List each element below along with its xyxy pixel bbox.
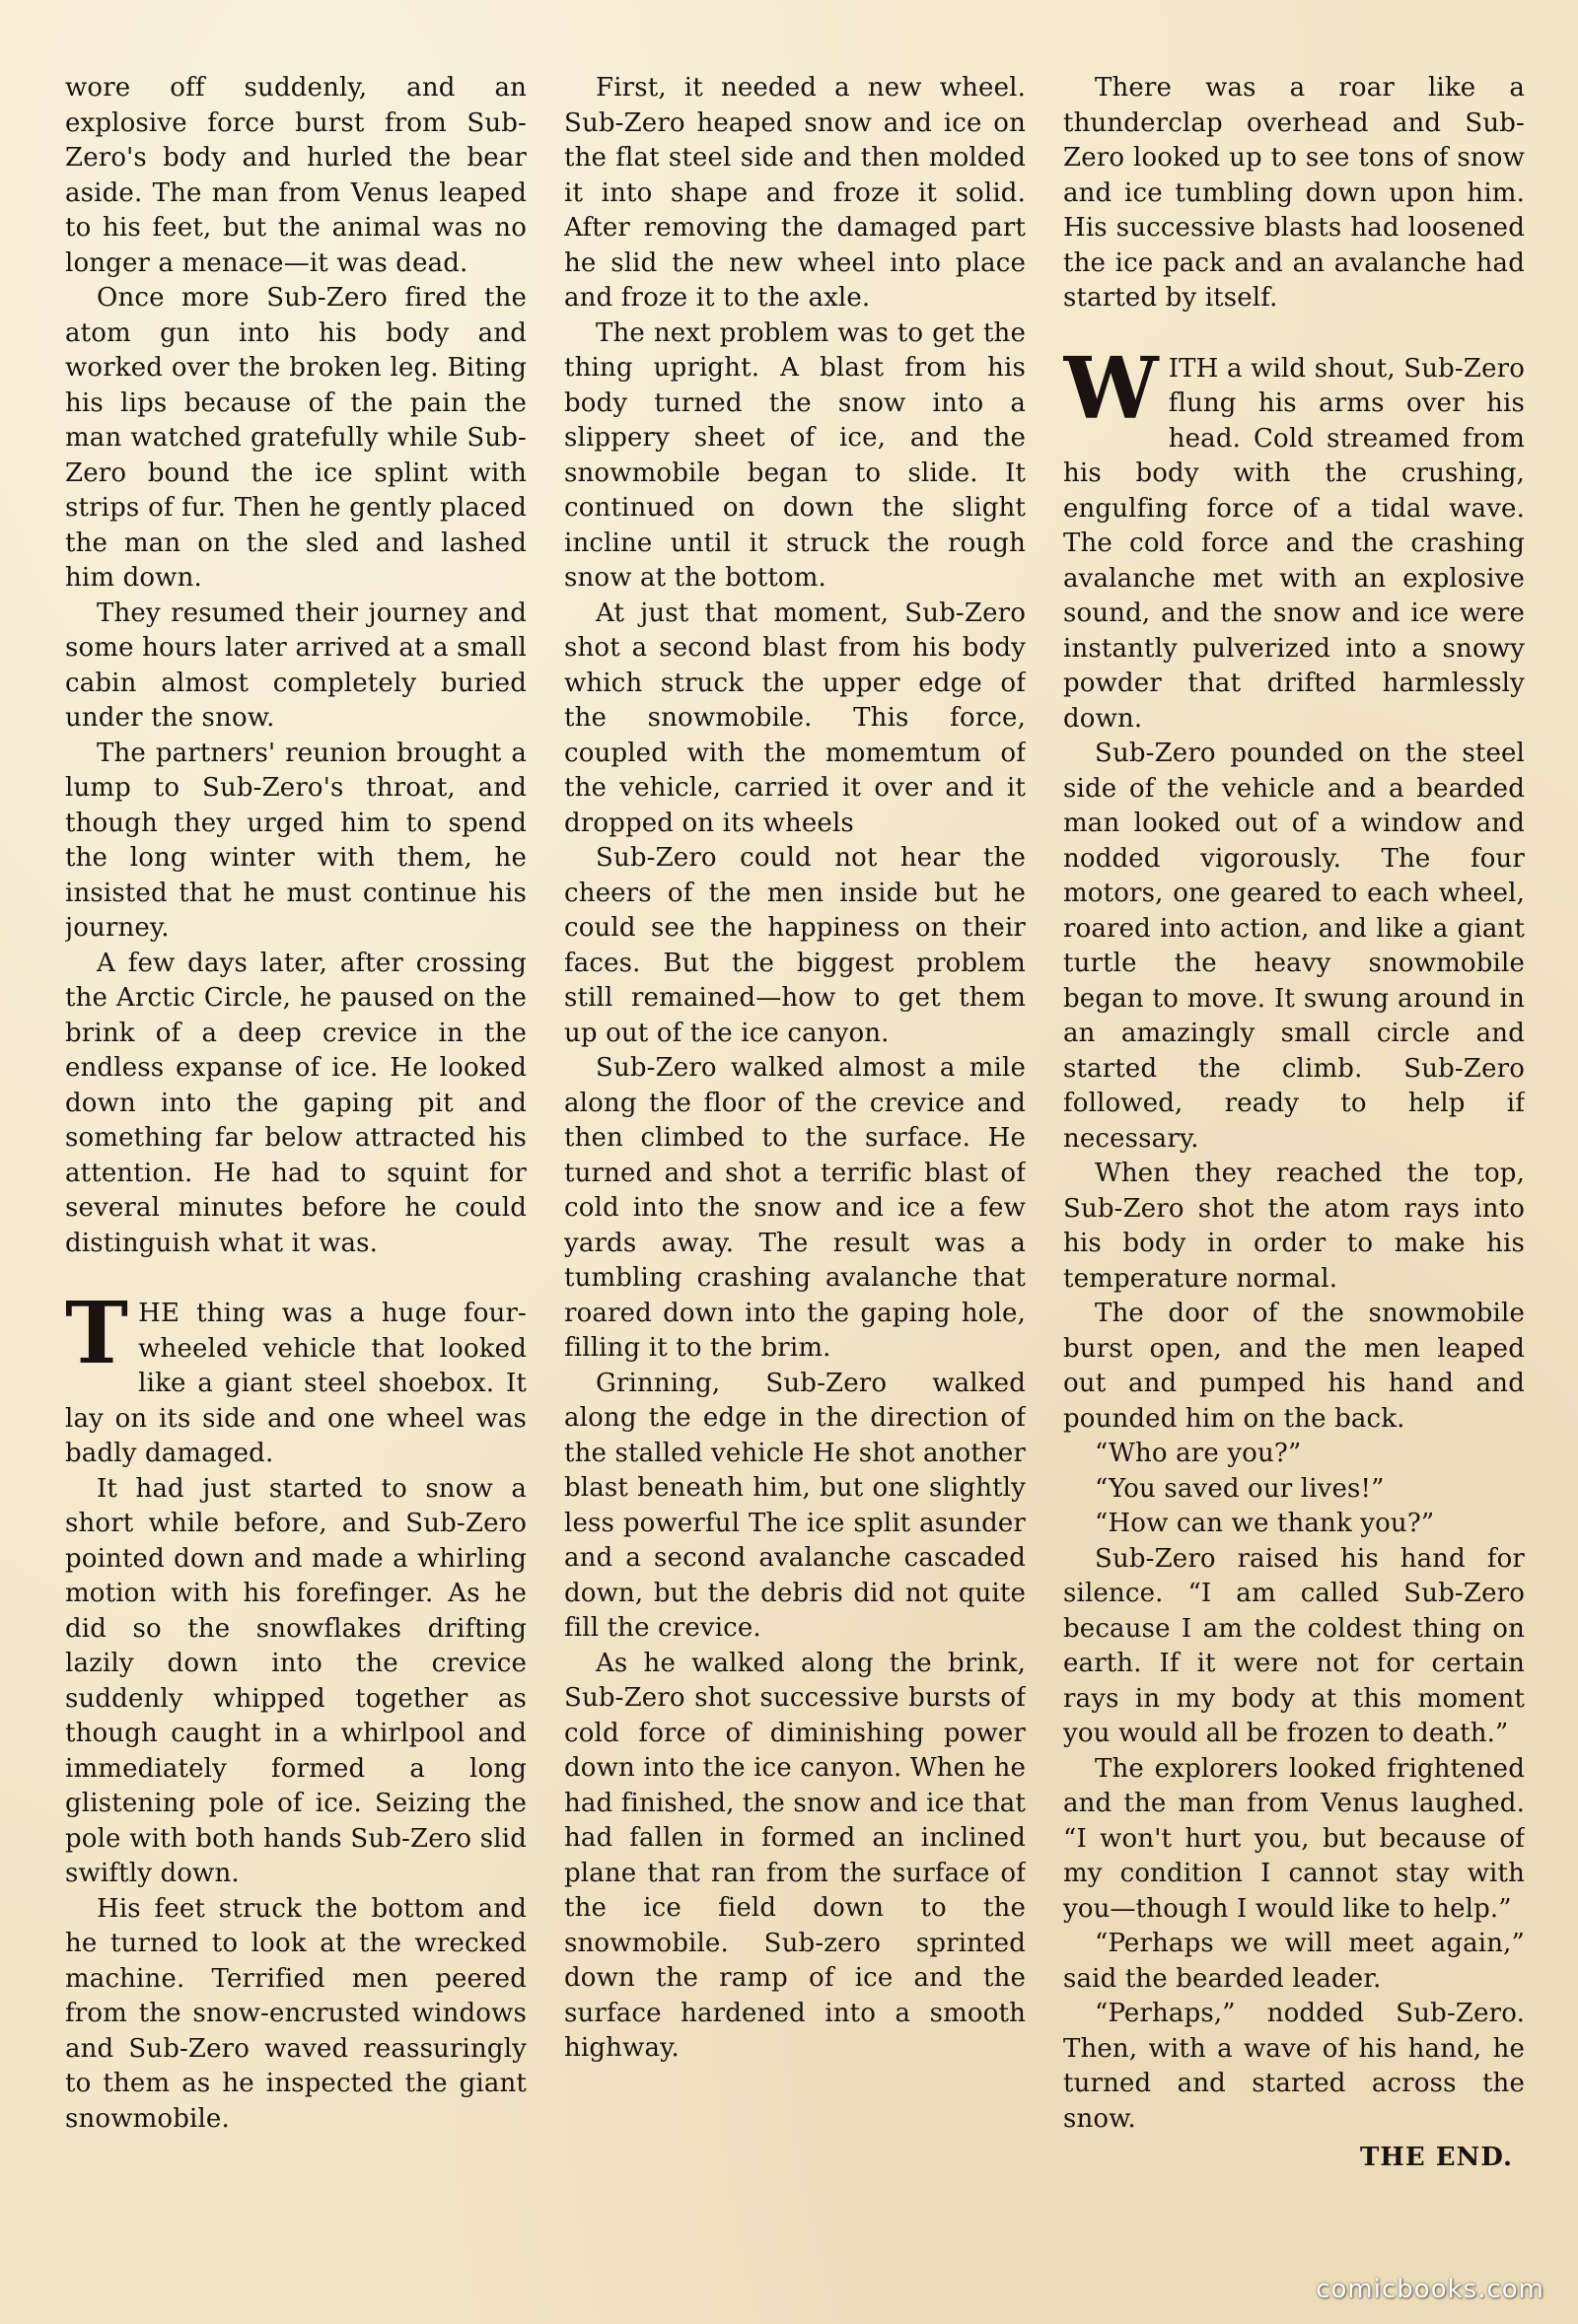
the-end-label: THE END. (1359, 2143, 1513, 2172)
text-column-3 (1063, 71, 1525, 2220)
paragraph: First, it needed a new wheel. Sub-Zero heaped snow and ice on the flat steel side and then molded it into shape and froze it solid. After removing the damaged part he slid the new wheel into place and froze it to the axle. (564, 73, 1026, 313)
paragraph: When they reached the top, Sub-Zero shot the atom rays into his body in order to make his temperature normal. (1063, 1159, 1525, 1294)
dialogue-line: “Who are you?” (1095, 1439, 1302, 1468)
paragraph: Grinning, Sub-Zero walked along the edge in the direction of the stalled vehicle He shot another blast beneath him, but one slightly less powerful The ice split asunder and a second avalanche cascaded down, but the debris did not quite fill the crevice. (564, 1368, 1026, 1643)
paragraph: They resumed their journey and some hours later arrived at a small cabin almost completely buried under the snow. (65, 598, 527, 733)
paragraph: Once more Sub-Zero fired the atom gun into his body and worked over the broken leg. Biting his lips because of the pain the man watched gratefully while Sub-Zero bound the ice splint with strips of fur. Then he gently placed the man on the sled and lashed him down. (65, 283, 527, 593)
text-column-1 (65, 71, 527, 2220)
paragraph: Sub-Zero raised his hand for silence. “I am called Sub-Zero because I am the coldest thing on earth. If it were not for certain rays in my body at this moment you would all be frozen to death.” (1063, 1543, 1525, 1748)
story-page (65, 71, 1525, 2220)
paragraph: Sub-Zero pounded on the steel side of the vehicle and a bearded man looked out of a window and nodded vigorously. The four motors, one geared to each wheel, roared into action, and like a giant turtle the heavy snowmobile began to move. It swung around in an amazingly small circle and started the climb. Sub-Zero followed, ready to help if necessary. (1063, 739, 1525, 1154)
paragraph: A few days later, after crossing the Arctic Circle, he paused on the brink of a deep crevice in the endless expanse of ice. He looked down into the gaping pit and something far below attracted his attention. He had to squint for several minutes before he could distinguish what it was. (65, 948, 527, 1258)
drop-cap-letter: W (1063, 338, 1159, 439)
paragraph: There was a roar like a thunderclap overhead and Sub-Zero looked up to see tons of snow and ice tumbling down upon him. His successive blasts had loosened the ice pack and an avalanche had started by itself. (1063, 73, 1525, 313)
dropcap-paragraph-text: ITH a wild shout, Sub-Zero flung his arms over his head. Cold streamed from his body with the crushing, engulfing force of a tidal wave. The cold force and the crashing avalanche met with an explosive sound, and the snow and ice were instantly pulverized into a snowy powder that drifted harmlessly down. (1063, 353, 1525, 734)
dialogue-line: “You saved our lives!” (1095, 1473, 1385, 1504)
paragraph: The door of the snowmobile burst open, and the men leaped out and pumped his hand and pounded him on the back. (1063, 1299, 1525, 1434)
text-column-2 (564, 71, 1026, 2220)
paragraph: The partners' reunion brought a lump to Sub-Zero's throat, and though they urged him to spend the long winter with them, he insisted that he must continue his journey. (65, 738, 527, 943)
paragraph: “Perhaps,” nodded Sub-Zero. Then, with a wave of his hand, he turned and started across the snow. (1063, 1999, 1525, 2134)
paragraph: As he walked along the brink, Sub-Zero shot successive bursts of cold force of diminishing power down into the ice canyon. When he had finished, the snow and ice that had fallen in formed an inclined plane that ran from the surface of the ice field down to the snowmobile. Sub-zero sprinted down the ramp of ice and the surface hardened into a smooth highway. (564, 1648, 1026, 2063)
dropcap-paragraph (1063, 338, 1525, 738)
paragraph: Sub-Zero could not hear the cheers of the men inside but he could see the happiness on their faces. But the biggest problem still remained—how to get them up out of the ice canyon. (564, 843, 1026, 1048)
dropcap-paragraph (65, 1284, 527, 1472)
paragraph: It had just started to snow a short while before, and Sub-Zero pointed down and made a whirling motion with his forefinger. As he did so the snowflakes drifting lazily down into the crevice suddenly whipped together as though caught in a whirlpool and immediately formed a long glistening pole of ice. Seizing the pole with both hands Sub-Zero slid swiftly down. (65, 1473, 527, 1888)
dialogue-line: “How can we thank you?” (1095, 1509, 1435, 1538)
site-watermark: comicbooks.com (1316, 2275, 1544, 2304)
dropcap-paragraph-text: HE thing was a huge four-wheeled vehicle that looked like a giant steel shoebox. It lay on its side and one wheel was badly damaged. (65, 1299, 527, 1468)
paragraph: The explorers looked frightened and the man from Venus laughed. “I won't hurt you, but because of my condition I cannot stay with you—though I would like to help.” (1063, 1753, 1525, 1924)
paragraph: At just that moment, Sub-Zero shot a second blast from his body which struck the upper edge of the snowmobile. This force, coupled with the momemtum of the vehicle, carried it over and it dropped on its wheels (564, 598, 1026, 838)
paragraph: “Perhaps we will meet again,” said the bearded leader. (1063, 1929, 1525, 1994)
paragraph: His feet struck the bottom and he turned to look at the wrecked machine. Terrified men peered from the snow-encrusted windows and Sub-Zero waved reassuringly to them as he inspected the giant snowmobile. (65, 1893, 527, 2134)
paragraph: Sub-Zero walked almost a mile along the floor of the crevice and then climbed to the surface. He turned and shot a terrific blast of cold into the snow and ice a few yards away. The result was a tumbling crashing avalanche that roared down into the gaping hole, filling it to the brim. (564, 1053, 1026, 1363)
paragraph: wore off suddenly, and an explosive force burst from Sub-Zero's body and hurled the bear aside. The man from Venus leaped to his feet, but the animal was no longer a menace—it was dead. (65, 73, 527, 278)
drop-cap-letter: T (65, 1284, 129, 1383)
paragraph: The next problem was to get the thing upright. A blast from his body turned the snow into a slippery sheet of ice, and the snowmobile began to slide. It continued on down the slight incline until it struck the rough snow at the bottom. (564, 317, 1026, 593)
